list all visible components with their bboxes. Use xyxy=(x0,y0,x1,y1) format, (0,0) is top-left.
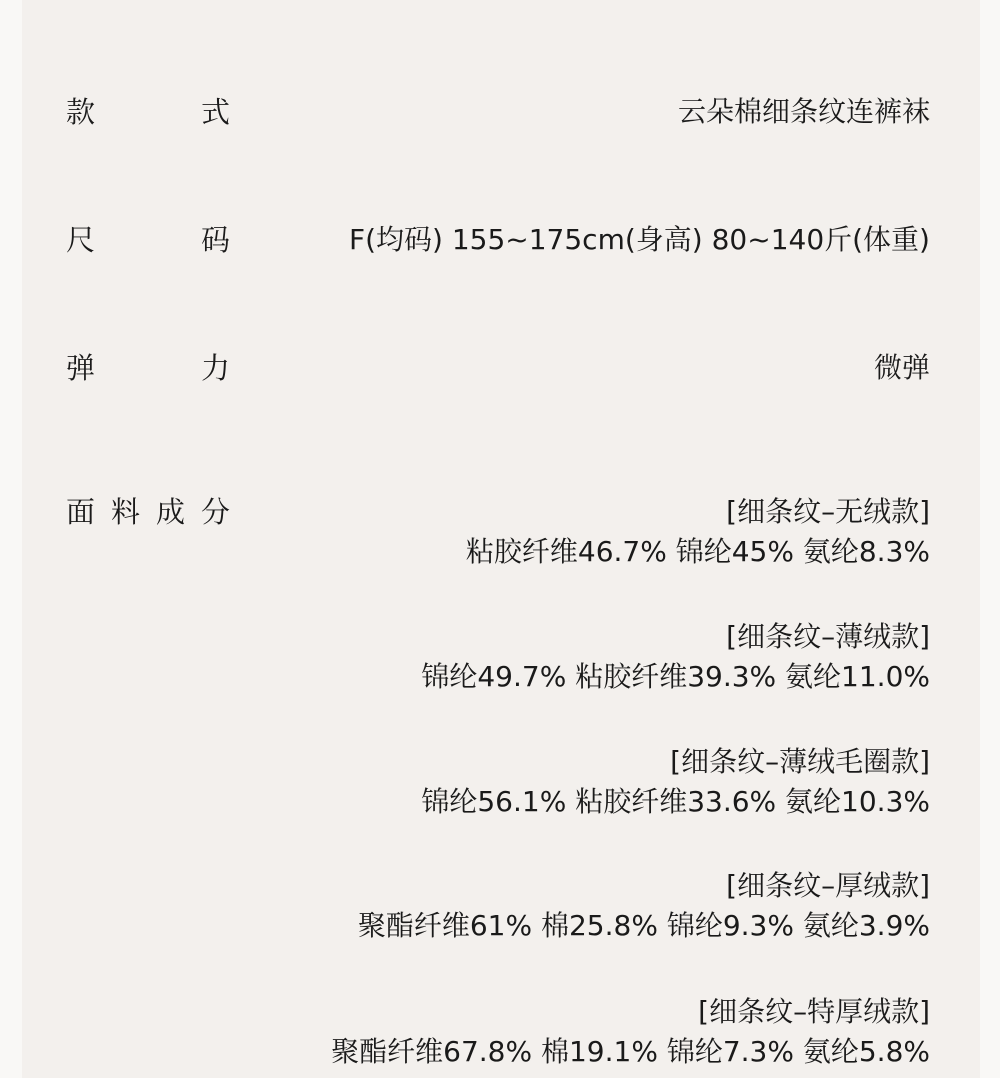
label-char: 弹 xyxy=(66,351,96,385)
label-char: 款 xyxy=(66,95,96,129)
fabric-variant-title: [细条纹–无绒款] xyxy=(726,495,930,528)
spec-card xyxy=(22,0,980,1078)
fabric-variant-composition: 锦纶56.1% 粘胶纤维33.6% 氨纶10.3% xyxy=(421,785,930,818)
spec-label-elasticity xyxy=(66,348,230,388)
fabric-variant xyxy=(466,492,930,572)
fabric-variant-title: [细条纹–特厚绒款] xyxy=(698,995,930,1028)
fabric-variant xyxy=(358,866,930,946)
fabric-variant xyxy=(331,992,930,1072)
spec-value-size: F(均码) 155~175cm(身高) 80~140斤(体重) xyxy=(348,223,930,256)
label-char: 成 xyxy=(155,495,185,529)
label-char: 码 xyxy=(200,223,230,257)
spec-label-fabric xyxy=(66,492,230,532)
label-char: 面 xyxy=(66,495,96,529)
label-char: 分 xyxy=(200,495,230,529)
fabric-variant-composition: 锦纶49.7% 粘胶纤维39.3% 氨纶11.0% xyxy=(421,660,930,693)
fabric-variant-title: [细条纹–薄绒毛圈款] xyxy=(670,745,930,778)
fabric-variant-title: [细条纹–厚绒款] xyxy=(726,869,930,902)
fabric-variant-composition: 聚酯纤维67.8% 棉19.1% 锦纶7.3% 氨纶5.8% xyxy=(331,1035,930,1068)
fabric-variant xyxy=(421,617,930,697)
label-char: 尺 xyxy=(66,223,96,257)
fabric-variant xyxy=(421,742,930,822)
spec-label-size xyxy=(66,220,230,260)
fabric-variant-title: [细条纹–薄绒款] xyxy=(726,620,930,653)
label-char: 料 xyxy=(110,495,140,529)
fabric-variant-composition: 粘胶纤维46.7% 锦纶45% 氨纶8.3% xyxy=(465,535,930,568)
fabric-variant-composition: 聚酯纤维61% 棉25.8% 锦纶9.3% 氨纶3.9% xyxy=(357,909,930,942)
label-char: 式 xyxy=(200,95,230,129)
spec-value-elasticity: 微弹 xyxy=(873,351,930,384)
spec-label-style xyxy=(66,92,230,132)
label-char: 力 xyxy=(200,351,230,385)
spec-value-style: 云朵棉细条纹连裤袜 xyxy=(677,95,930,128)
